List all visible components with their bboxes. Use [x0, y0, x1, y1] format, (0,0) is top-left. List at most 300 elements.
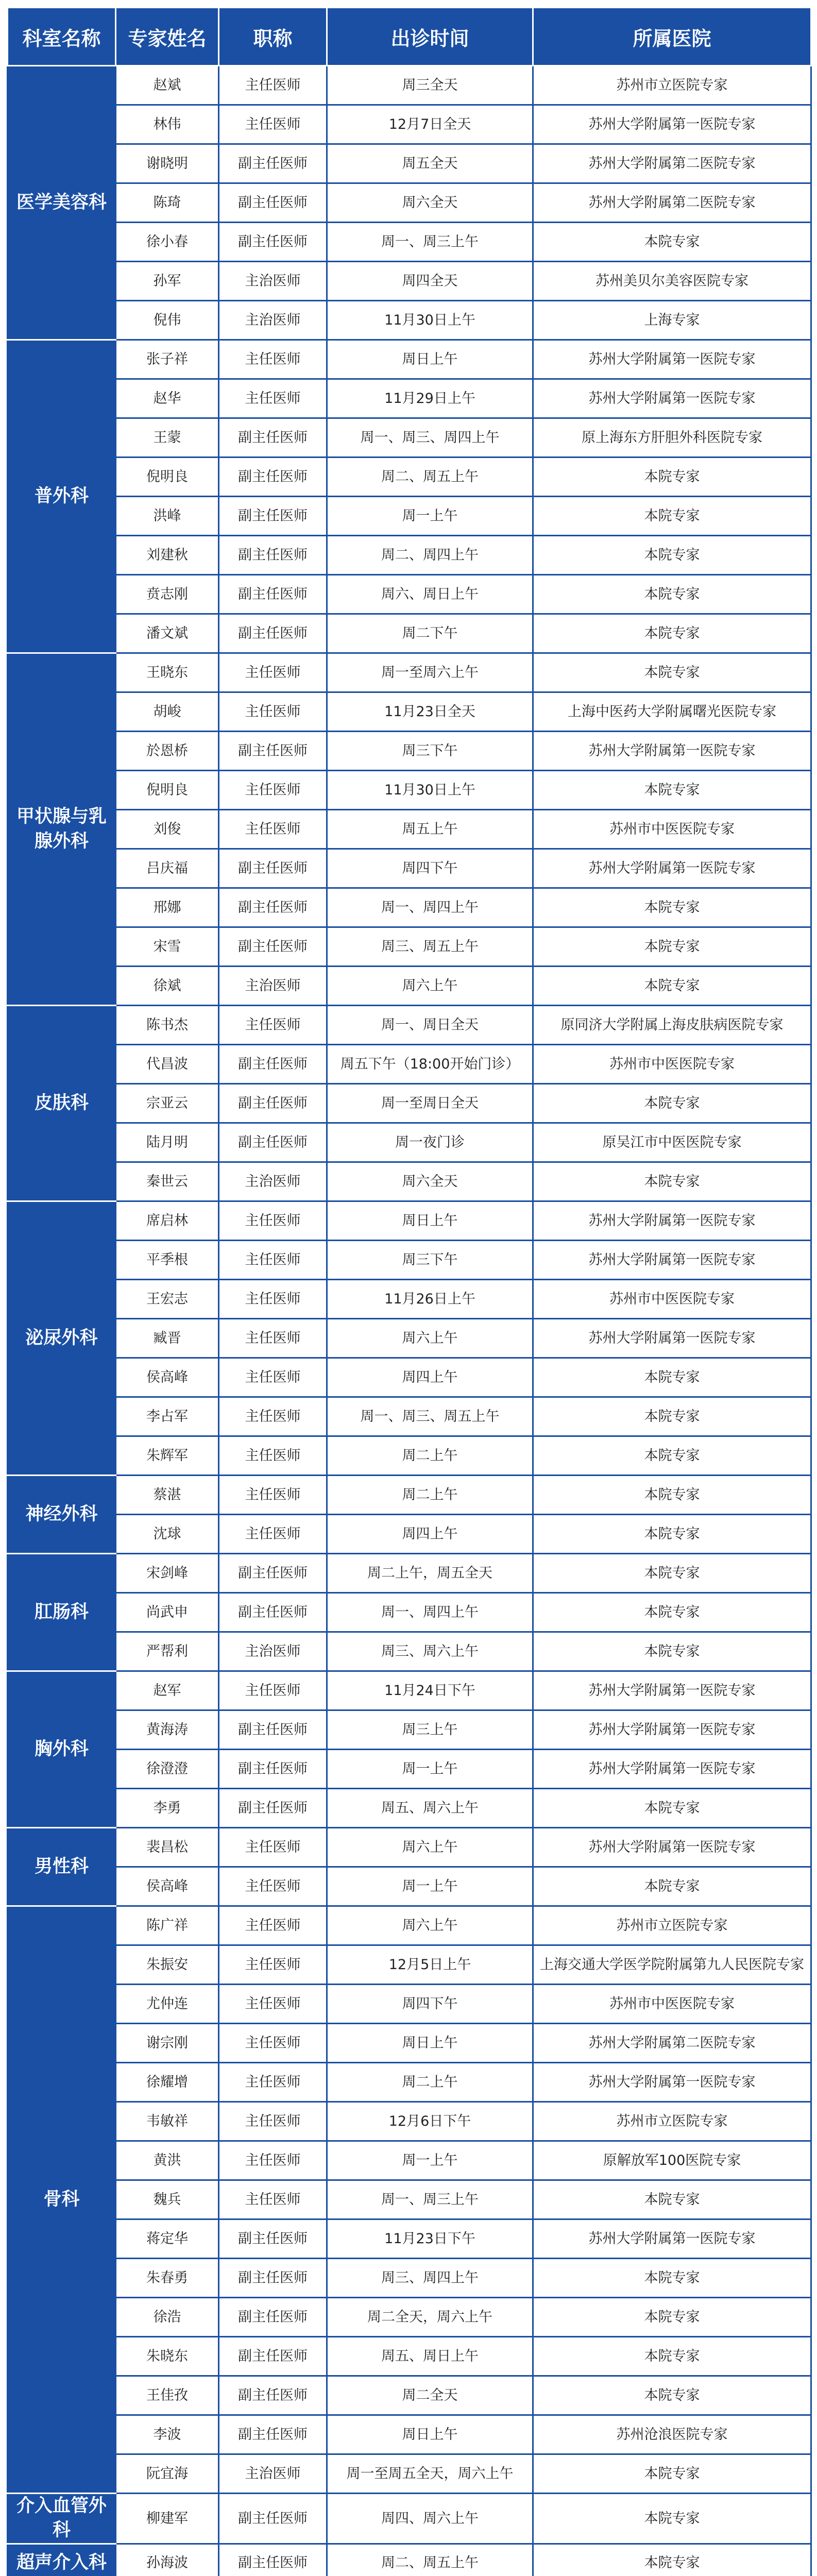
expert-name: 侯高峰 [116, 1358, 219, 1397]
clinic-time: 周二全天，周六上午 [327, 2298, 533, 2337]
expert-name: 李波 [116, 2415, 219, 2454]
hospital: 本院专家 [533, 2454, 811, 2494]
title: 主任医师 [219, 379, 327, 418]
hospital: 原吴江市中医医院专家 [533, 1123, 811, 1162]
clinic-time: 周三下午 [327, 732, 533, 771]
table-row [8, 66, 811, 105]
hospital: 苏州市立医院专家 [533, 1906, 811, 1945]
title: 主任医师 [219, 771, 327, 810]
hospital: 苏州大学附属第二医院专家 [533, 2024, 811, 2063]
title: 主任医师 [219, 1476, 327, 1515]
table-row [8, 1201, 811, 1241]
hospital: 原上海东方肝胆外科医院专家 [533, 418, 811, 457]
title: 副主任医师 [219, 927, 327, 967]
clinic-time: 周三、周五上午 [327, 927, 533, 967]
clinic-time: 11月23日下午 [327, 2219, 533, 2259]
department-name: 皮肤科 [8, 1006, 116, 1201]
clinic-time: 周二、周四上午 [327, 536, 533, 575]
clinic-time: 周三全天 [327, 66, 533, 105]
expert-name: 陈广祥 [116, 1906, 219, 1945]
table-row [8, 497, 811, 536]
hospital: 苏州大学附属第一医院专家 [533, 379, 811, 418]
title: 副主任医师 [219, 497, 327, 536]
clinic-time: 周二下午 [327, 614, 533, 653]
hospital: 原同济大学附属上海皮肤病医院专家 [533, 1006, 811, 1045]
title: 主任医师 [219, 340, 327, 379]
expert-name: 徐浩 [116, 2298, 219, 2337]
expert-name: 赵斌 [116, 66, 219, 105]
expert-name: 孙海波 [116, 2544, 219, 2576]
hospital: 上海交通大学医学院附属第九人民医院专家 [533, 1945, 811, 1985]
table-row [8, 1319, 811, 1358]
title: 主任医师 [219, 1985, 327, 2024]
clinic-time: 周五下午（18:00开始门诊） [327, 1045, 533, 1084]
title: 主任医师 [219, 692, 327, 732]
department-name: 男性科 [8, 1828, 116, 1906]
title: 副主任医师 [219, 1593, 327, 1632]
clinic-time: 周日上午 [327, 2024, 533, 2063]
clinic-time: 周一夜门诊 [327, 1123, 533, 1162]
title: 主任医师 [219, 1436, 327, 1476]
title: 副主任医师 [219, 144, 327, 183]
table-row [8, 1476, 811, 1515]
clinic-time: 周二上午，周五全天 [327, 1554, 533, 1593]
expert-name: 宋雪 [116, 927, 219, 967]
clinic-time: 周二上午 [327, 1436, 533, 1476]
expert-name: 吕庆福 [116, 849, 219, 888]
title: 副主任医师 [219, 457, 327, 497]
clinic-time: 周三、周四上午 [327, 2259, 533, 2298]
table-row [8, 223, 811, 262]
title: 主任医师 [219, 1515, 327, 1554]
expert-name: 平季根 [116, 1241, 219, 1280]
title: 副主任医师 [219, 732, 327, 771]
table-row [8, 1123, 811, 1162]
title: 副主任医师 [219, 1123, 327, 1162]
hospital: 本院专家 [533, 888, 811, 927]
expert-name: 谢晓明 [116, 144, 219, 183]
hospital: 苏州大学附属第一医院专家 [533, 849, 811, 888]
expert-name: 洪峰 [116, 497, 219, 536]
hospital: 本院专家 [533, 2376, 811, 2415]
table-row [8, 536, 811, 575]
title: 主任医师 [219, 1397, 327, 1436]
table-row [8, 1710, 811, 1750]
table-row [8, 1671, 811, 1710]
table-row [8, 1906, 811, 1945]
table-row [8, 2141, 811, 2180]
table-row [8, 340, 811, 379]
expert-name: 宗亚云 [116, 1084, 219, 1123]
clinic-time: 周日上午 [327, 1201, 533, 1241]
clinic-time: 周六上午 [327, 1319, 533, 1358]
department-name: 甲状腺与乳腺外科 [8, 653, 116, 1006]
clinic-time: 周一、周三上午 [327, 2180, 533, 2219]
table-row [8, 967, 811, 1006]
expert-name: 代昌波 [116, 1045, 219, 1084]
expert-name: 谢宗刚 [116, 2024, 219, 2063]
expert-name: 宋剑峰 [116, 1554, 219, 1593]
header-row [8, 8, 811, 66]
table-row [8, 692, 811, 732]
department-name: 超声介入科 [8, 2544, 116, 2576]
hospital: 苏州市中医医院专家 [533, 1280, 811, 1319]
hospital: 本院专家 [533, 1554, 811, 1593]
expert-name: 黄海涛 [116, 1710, 219, 1750]
expert-name: 潘文斌 [116, 614, 219, 653]
clinic-time: 周一上午 [327, 1750, 533, 1789]
expert-name: 阮宜海 [116, 2454, 219, 2494]
hospital: 苏州大学附属第二医院专家 [533, 144, 811, 183]
title: 副主任医师 [219, 1789, 327, 1828]
expert-name: 严帮利 [116, 1632, 219, 1671]
expert-name: 魏兵 [116, 2180, 219, 2219]
title: 主治医师 [219, 301, 327, 340]
expert-name: 裴昌松 [116, 1828, 219, 1867]
title: 主任医师 [219, 1867, 327, 1906]
table-row [8, 301, 811, 340]
clinic-time: 周四全天 [327, 262, 533, 301]
title: 副主任医师 [219, 2298, 327, 2337]
title: 主任医师 [219, 2180, 327, 2219]
title: 主治医师 [219, 967, 327, 1006]
hospital: 苏州市立医院专家 [533, 66, 811, 105]
hospital: 本院专家 [533, 536, 811, 575]
clinic-time: 11月26日上午 [327, 1280, 533, 1319]
clinic-time: 周一上午 [327, 2141, 533, 2180]
table-row [8, 1593, 811, 1632]
title: 副主任医师 [219, 2337, 327, 2376]
expert-name: 黄洪 [116, 2141, 219, 2180]
hospital: 苏州大学附属第一医院专家 [533, 340, 811, 379]
title: 主治医师 [219, 1162, 327, 1201]
expert-name: 徐小春 [116, 223, 219, 262]
hospital: 苏州市中医医院专家 [533, 810, 811, 849]
clinic-time: 周四上午 [327, 1358, 533, 1397]
header-expert-name: 专家姓名 [116, 8, 219, 66]
title: 主任医师 [219, 653, 327, 692]
title: 副主任医师 [219, 536, 327, 575]
table-row [8, 1789, 811, 1828]
table-row [8, 2376, 811, 2415]
clinic-time: 周二、周五上午 [327, 2544, 533, 2576]
table-row [8, 2337, 811, 2376]
expert-name: 席启林 [116, 1201, 219, 1241]
title: 副主任医师 [219, 575, 327, 614]
table-row [8, 2454, 811, 2494]
hospital: 本院专家 [533, 1358, 811, 1397]
clinic-time: 周二、周五上午 [327, 457, 533, 497]
hospital: 苏州美贝尔美容医院专家 [533, 262, 811, 301]
department-name: 肛肠科 [8, 1554, 116, 1671]
hospital: 本院专家 [533, 1397, 811, 1436]
expert-name: 沈球 [116, 1515, 219, 1554]
clinic-time: 周四、周六上午 [327, 2494, 533, 2544]
header-department: 科室名称 [8, 8, 116, 66]
table-row [8, 1358, 811, 1397]
title: 副主任医师 [219, 1750, 327, 1789]
title: 主任医师 [219, 1906, 327, 1945]
department-name: 胸外科 [8, 1671, 116, 1828]
clinic-time: 周一上午 [327, 497, 533, 536]
hospital: 本院专家 [533, 1084, 811, 1123]
hospital: 苏州大学附属第一医院专家 [533, 1710, 811, 1750]
expert-name: 贲志刚 [116, 575, 219, 614]
expert-name: 李勇 [116, 1789, 219, 1828]
expert-name: 韦敏祥 [116, 2102, 219, 2141]
clinic-time: 12月5日上午 [327, 1945, 533, 1985]
table-row [8, 144, 811, 183]
expert-name: 朱晓东 [116, 2337, 219, 2376]
expert-name: 孙军 [116, 262, 219, 301]
table-row [8, 105, 811, 144]
table-row [8, 2544, 811, 2576]
title: 副主任医师 [219, 2415, 327, 2454]
clinic-time: 周三、周六上午 [327, 1632, 533, 1671]
title: 副主任医师 [219, 1084, 327, 1123]
clinic-time: 周四下午 [327, 1985, 533, 2024]
expert-name: 秦世云 [116, 1162, 219, 1201]
clinic-time: 12月6日下午 [327, 2102, 533, 2141]
hospital: 苏州大学附属第一医院专家 [533, 2063, 811, 2102]
department-name: 泌尿外科 [8, 1201, 116, 1476]
hospital: 苏州市中医医院专家 [533, 1045, 811, 1084]
hospital: 本院专家 [533, 1593, 811, 1632]
table-row [8, 849, 811, 888]
clinic-time: 周一至周六上午 [327, 653, 533, 692]
hospital: 本院专家 [533, 614, 811, 653]
hospital: 本院专家 [533, 497, 811, 536]
table-row [8, 2102, 811, 2141]
table-row [8, 1162, 811, 1201]
hospital: 本院专家 [533, 1476, 811, 1515]
table-row [8, 1436, 811, 1476]
title: 副主任医师 [219, 1710, 327, 1750]
table-row [8, 2259, 811, 2298]
table-row [8, 1006, 811, 1045]
title: 副主任医师 [219, 2259, 327, 2298]
table-row [8, 1241, 811, 1280]
clinic-time: 周一、周日全天 [327, 1006, 533, 1045]
clinic-time: 周一、周三上午 [327, 223, 533, 262]
clinic-time: 周六上午 [327, 1828, 533, 1867]
hospital: 苏州大学附属第一医院专家 [533, 1671, 811, 1710]
hospital: 本院专家 [533, 2298, 811, 2337]
table-row [8, 1084, 811, 1123]
table-row [8, 2494, 811, 2544]
table-row [8, 614, 811, 653]
table-row [8, 457, 811, 497]
table-row [8, 771, 811, 810]
title: 主任医师 [219, 2024, 327, 2063]
hospital: 本院专家 [533, 927, 811, 967]
table-row [8, 1828, 811, 1867]
clinic-time: 12月7日全天 [327, 105, 533, 144]
clinic-time: 周一至周五全天，周六上午 [327, 2454, 533, 2494]
clinic-time: 11月24日下午 [327, 1671, 533, 1710]
expert-name: 李占军 [116, 1397, 219, 1436]
hospital: 本院专家 [533, 1162, 811, 1201]
expert-name: 尚武申 [116, 1593, 219, 1632]
hospital: 苏州大学附属第一医院专家 [533, 1241, 811, 1280]
title: 主任医师 [219, 1828, 327, 1867]
title: 主任医师 [219, 66, 327, 105]
title: 主任医师 [219, 1358, 327, 1397]
table-row [8, 1554, 811, 1593]
hospital: 本院专家 [533, 2180, 811, 2219]
table-row [8, 1985, 811, 2024]
hospital: 本院专家 [533, 1867, 811, 1906]
hospital: 苏州市立医院专家 [533, 2102, 811, 2141]
title: 主任医师 [219, 810, 327, 849]
expert-name: 朱春勇 [116, 2259, 219, 2298]
expert-name: 胡峻 [116, 692, 219, 732]
expert-name: 朱辉军 [116, 1436, 219, 1476]
title: 主任医师 [219, 1006, 327, 1045]
title: 主任医师 [219, 1671, 327, 1710]
header-clinic-time: 出诊时间 [327, 8, 533, 66]
table-row [8, 810, 811, 849]
clinic-time: 周日上午 [327, 340, 533, 379]
department-name: 骨科 [8, 1906, 116, 2494]
hospital: 本院专家 [533, 223, 811, 262]
expert-name: 陈琦 [116, 183, 219, 223]
department-name: 医学美容科 [8, 66, 116, 340]
expert-name: 朱振安 [116, 1945, 219, 1985]
table-row [8, 2024, 811, 2063]
clinic-time: 周五全天 [327, 144, 533, 183]
clinic-time: 周日上午 [327, 2415, 533, 2454]
clinic-time: 周六、周日上午 [327, 575, 533, 614]
title: 主治医师 [219, 2454, 327, 2494]
expert-name: 蔡湛 [116, 1476, 219, 1515]
clinic-time: 周一、周四上午 [327, 1593, 533, 1632]
expert-name: 刘建秋 [116, 536, 219, 575]
hospital: 本院专家 [533, 771, 811, 810]
clinic-time: 周二上午 [327, 2063, 533, 2102]
expert-name: 倪明良 [116, 457, 219, 497]
department-name: 介入血管外科 [8, 2494, 116, 2544]
table-row [8, 1280, 811, 1319]
clinic-time: 11月23日全天 [327, 692, 533, 732]
expert-schedule-table [7, 7, 812, 2576]
clinic-time: 11月30日上午 [327, 771, 533, 810]
header-hospital: 所属医院 [533, 8, 811, 66]
clinic-time: 周四下午 [327, 849, 533, 888]
hospital: 本院专家 [533, 457, 811, 497]
hospital: 苏州沧浪医院专家 [533, 2415, 811, 2454]
clinic-time: 周一、周三、周五上午 [327, 1397, 533, 1436]
title: 主任医师 [219, 1280, 327, 1319]
expert-name: 张子祥 [116, 340, 219, 379]
expert-name: 侯高峰 [116, 1867, 219, 1906]
expert-name: 徐澄澄 [116, 1750, 219, 1789]
table-row [8, 575, 811, 614]
hospital: 本院专家 [533, 1436, 811, 1476]
clinic-time: 周二上午 [327, 1476, 533, 1515]
table-row [8, 2219, 811, 2259]
clinic-time: 周四上午 [327, 1515, 533, 1554]
clinic-time: 11月29日上午 [327, 379, 533, 418]
table-row [8, 927, 811, 967]
title: 副主任医师 [219, 2376, 327, 2415]
table-row [8, 1632, 811, 1671]
table-row [8, 418, 811, 457]
clinic-time: 周三下午 [327, 1241, 533, 1280]
hospital: 本院专家 [533, 575, 811, 614]
expert-name: 臧晋 [116, 1319, 219, 1358]
expert-name: 陈书杰 [116, 1006, 219, 1045]
table-row [8, 1515, 811, 1554]
department-name: 神经外科 [8, 1476, 116, 1554]
table-row [8, 2180, 811, 2219]
table-row [8, 1750, 811, 1789]
table-row [8, 888, 811, 927]
title: 副主任医师 [219, 2544, 327, 2576]
hospital: 本院专家 [533, 2259, 811, 2298]
hospital: 苏州大学附属第一医院专家 [533, 2219, 811, 2259]
expert-name: 刘俊 [116, 810, 219, 849]
clinic-time: 周五上午 [327, 810, 533, 849]
expert-name: 於恩桥 [116, 732, 219, 771]
title: 主任医师 [219, 1945, 327, 1985]
clinic-time: 11月30日上午 [327, 301, 533, 340]
clinic-time: 周六全天 [327, 183, 533, 223]
title: 副主任医师 [219, 888, 327, 927]
hospital: 本院专家 [533, 1789, 811, 1828]
clinic-time: 周一、周三、周四上午 [327, 418, 533, 457]
expert-name: 王佳孜 [116, 2376, 219, 2415]
department-name: 普外科 [8, 340, 116, 653]
expert-name: 徐耀增 [116, 2063, 219, 2102]
hospital: 本院专家 [533, 1515, 811, 1554]
expert-name: 蒋定华 [116, 2219, 219, 2259]
table-row [8, 379, 811, 418]
expert-name: 倪明良 [116, 771, 219, 810]
hospital: 苏州大学附属第一医院专家 [533, 1201, 811, 1241]
title: 主任医师 [219, 2102, 327, 2141]
expert-name: 赵军 [116, 1671, 219, 1710]
title: 主任医师 [219, 1201, 327, 1241]
title: 主治医师 [219, 1632, 327, 1671]
table-row [8, 653, 811, 692]
clinic-time: 周一、周四上午 [327, 888, 533, 927]
table-row [8, 262, 811, 301]
expert-name: 王宏志 [116, 1280, 219, 1319]
schedule-body [8, 66, 811, 2576]
title: 主任医师 [219, 105, 327, 144]
table-row [8, 2298, 811, 2337]
clinic-time: 周六全天 [327, 1162, 533, 1201]
clinic-time: 周六上午 [327, 1906, 533, 1945]
hospital: 本院专家 [533, 967, 811, 1006]
expert-name: 王蒙 [116, 418, 219, 457]
expert-name: 赵华 [116, 379, 219, 418]
clinic-time: 周二全天 [327, 2376, 533, 2415]
hospital: 上海专家 [533, 301, 811, 340]
clinic-time: 周一至周日全天 [327, 1084, 533, 1123]
table-row [8, 1397, 811, 1436]
clinic-time: 周一上午 [327, 1867, 533, 1906]
hospital: 本院专家 [533, 2494, 811, 2544]
title: 主治医师 [219, 262, 327, 301]
hospital: 本院专家 [533, 2544, 811, 2576]
clinic-time: 周五、周六上午 [327, 1789, 533, 1828]
table-row [8, 183, 811, 223]
expert-name: 徐斌 [116, 967, 219, 1006]
hospital: 苏州大学附属第二医院专家 [533, 183, 811, 223]
expert-name: 陆月明 [116, 1123, 219, 1162]
